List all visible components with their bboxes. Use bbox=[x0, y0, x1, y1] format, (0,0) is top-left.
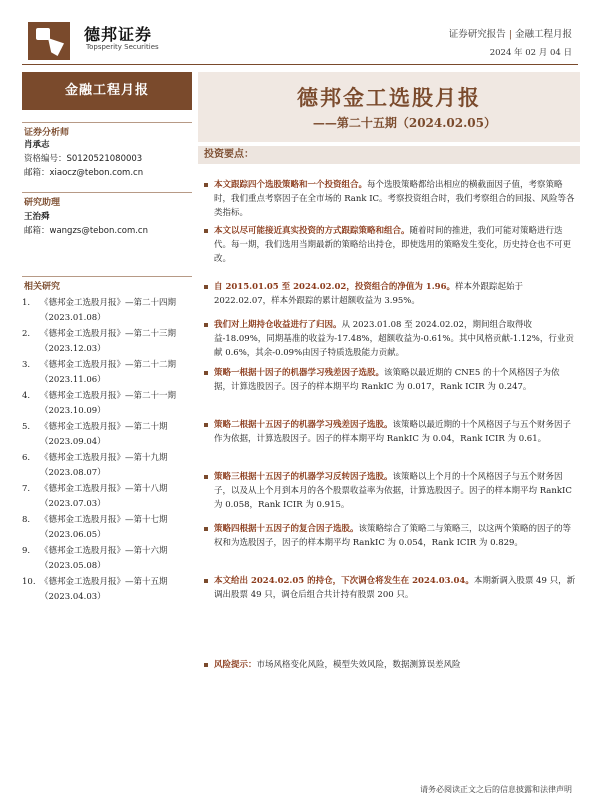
analyst-name: 肖承志 bbox=[24, 140, 50, 150]
related-research-list bbox=[22, 296, 192, 606]
header-rule bbox=[22, 64, 578, 65]
key-point-1: 本文跟踪四个选股策略和一个投资组合。每个选股策略都给出相应的横截面因子值，考察策略时，我们重点考察因子在全市场的 Rank IC。考察投资组合时，我们考察组合的回报、风险等各类指标。 bbox=[204, 178, 576, 221]
report-date: 2024 年 02 月 04 日 bbox=[489, 48, 572, 58]
risk-warning: 风险提示：市场风格变化风险，模型失效风险，数据测算误差风险 bbox=[204, 658, 576, 672]
list-item[interactable]: 9. 《德邦金工选股月报》—第十六期（2023.05.08） bbox=[22, 546, 168, 571]
key-point-5: 策略一根据十因子的机器学习残差因子选股。该策略以最近期的 CNE5 的十个风格因子为依据，计算选股因子。因子的样本期平均 RankIC 为 0.017，Rank ICIR 为 0.247。 bbox=[204, 366, 576, 394]
sidebar-title: 金融工程月报 bbox=[22, 72, 192, 110]
doc-type: 证券研究报告 bbox=[448, 29, 506, 40]
key-point-2: 本文以尽可能接近真实投资的方式跟踪策略和组合。随着时间的推进，我们可能对策略进行迭代。每一期，我们选用当期最新的策略给出持仓，即使选用的策略发生变化，历史持仓也不可更改。 bbox=[204, 224, 576, 267]
key-point-4: 我们对上期持仓收益进行了归因。从 2023.01.08 至 2024.02.02，期间组合取得收益-18.09%，同期基准的收益为-17.48%，超额收益为-0.61%。其中风格贡献-1.12%，行业贡献 0.6%，其余-0.09%由因子特质选股能力贡献。 bbox=[204, 318, 576, 361]
key-point-9: 本文给出 2024.02.05 的持仓，下次调仓将发生在 2024.03.04。本期新调入股票 49 只，新调出股票 49 只，调仓后组合共计持有股票 200 只。 bbox=[204, 574, 576, 602]
assistant-name: 王治舜 bbox=[24, 212, 50, 222]
bullet-icon bbox=[204, 285, 208, 289]
related-section-label: 相关研究 bbox=[22, 276, 192, 292]
divider: | bbox=[508, 29, 512, 40]
bullet-icon bbox=[204, 183, 208, 187]
title-banner bbox=[198, 72, 580, 142]
bullet-icon bbox=[204, 229, 208, 233]
analyst-info bbox=[24, 138, 192, 180]
brand-logo-icon bbox=[28, 22, 70, 60]
bullet-icon bbox=[204, 323, 208, 327]
bullet-icon bbox=[204, 371, 208, 375]
key-point-7: 策略三根据十五因子的机器学习反转因子选股。该策略以上个月的十个风格因子与五个财务因子，以及从上个月到本月的各个股票收益率为依据，计算选股因子。因子的样本期平均 RankIC 为 0.058，Rank ICIR 为 0.915。 bbox=[204, 470, 576, 513]
footer-disclaimer: 请务必阅读正文之后的信息披露和法律声明 bbox=[420, 785, 572, 794]
key-points-header: 投资要点： bbox=[198, 146, 580, 164]
page-subtitle: ——第二十五期（2024.02.05） bbox=[312, 116, 496, 130]
list-item[interactable]: 6. 《德邦金工选股月报》—第十九期（2023.08.07） bbox=[22, 453, 168, 478]
assistant-email[interactable]: 邮箱：wangzs@tebon.com.cn bbox=[24, 226, 148, 236]
page-title: 德邦金工选股月报 bbox=[297, 85, 481, 110]
assistant-section-label: 研究助理 bbox=[22, 192, 192, 208]
brand-name-en: Topsperity Securities bbox=[86, 43, 159, 51]
key-point-8: 策略四根据十五因子的复合因子选股。该策略综合了策略二与策略三，以这两个策略的因子的等权和为选股因子，因子的样本期平均 RankIC 为 0.054，Rank ICIR 为 0.829。 bbox=[204, 522, 576, 550]
bullet-icon bbox=[204, 579, 208, 583]
list-item[interactable]: 8. 《德邦金工选股月报》—第十七期（2023.06.05） bbox=[22, 515, 168, 540]
bullet-icon bbox=[204, 663, 208, 667]
bullet-icon bbox=[204, 527, 208, 531]
bullet-icon bbox=[204, 423, 208, 427]
analyst-cert: 资格编号：S0120521080003 bbox=[24, 154, 143, 164]
report-header bbox=[0, 0, 600, 70]
key-point-3: 自 2015.01.05 至 2024.02.02，投资组合的净值为 1.96。样本外跟踪起始于 2022.02.07，样本外跟踪的累计超额收益为 3.95%。 bbox=[204, 280, 576, 308]
list-item[interactable]: 7. 《德邦金工选股月报》—第十八期（2023.07.03） bbox=[22, 484, 168, 509]
assistant-info bbox=[24, 210, 192, 238]
bullet-icon bbox=[204, 475, 208, 479]
analyst-email[interactable]: 邮箱：xiaocz@tebon.com.cn bbox=[24, 168, 144, 178]
list-item[interactable]: 4. 《德邦金工选股月报》—第二十一期（2023.10.09） bbox=[22, 391, 177, 416]
doc-category: 金融工程月报 bbox=[514, 29, 572, 40]
list-item[interactable]: 10. 《德邦金工选股月报》—第十五期（2023.04.03） bbox=[22, 577, 168, 602]
brand-name: 德邦证券 bbox=[84, 25, 153, 44]
list-item[interactable]: 5. 《德邦金工选股月报》—第二十期（2023.09.04） bbox=[22, 422, 168, 447]
list-item[interactable]: 3. 《德邦金工选股月报》—第二十二期（2023.11.06） bbox=[22, 360, 177, 385]
key-point-6: 策略二根据十五因子的机器学习残差因子选股。该策略以最近期的十个风格因子与五个财务因子作为依据，计算选股因子。因子的样本期平均 RankIC 为 0.04，Rank ICIR 为 0.61。 bbox=[204, 418, 576, 446]
doc-type-line bbox=[449, 26, 572, 40]
list-item[interactable]: 2. 《德邦金工选股月报》—第二十三期（2023.12.03） bbox=[22, 329, 177, 354]
list-item[interactable]: 1. 《德邦金工选股月报》—第二十四期（2023.01.08） bbox=[22, 298, 177, 323]
analyst-section-label: 证券分析师 bbox=[22, 122, 192, 138]
